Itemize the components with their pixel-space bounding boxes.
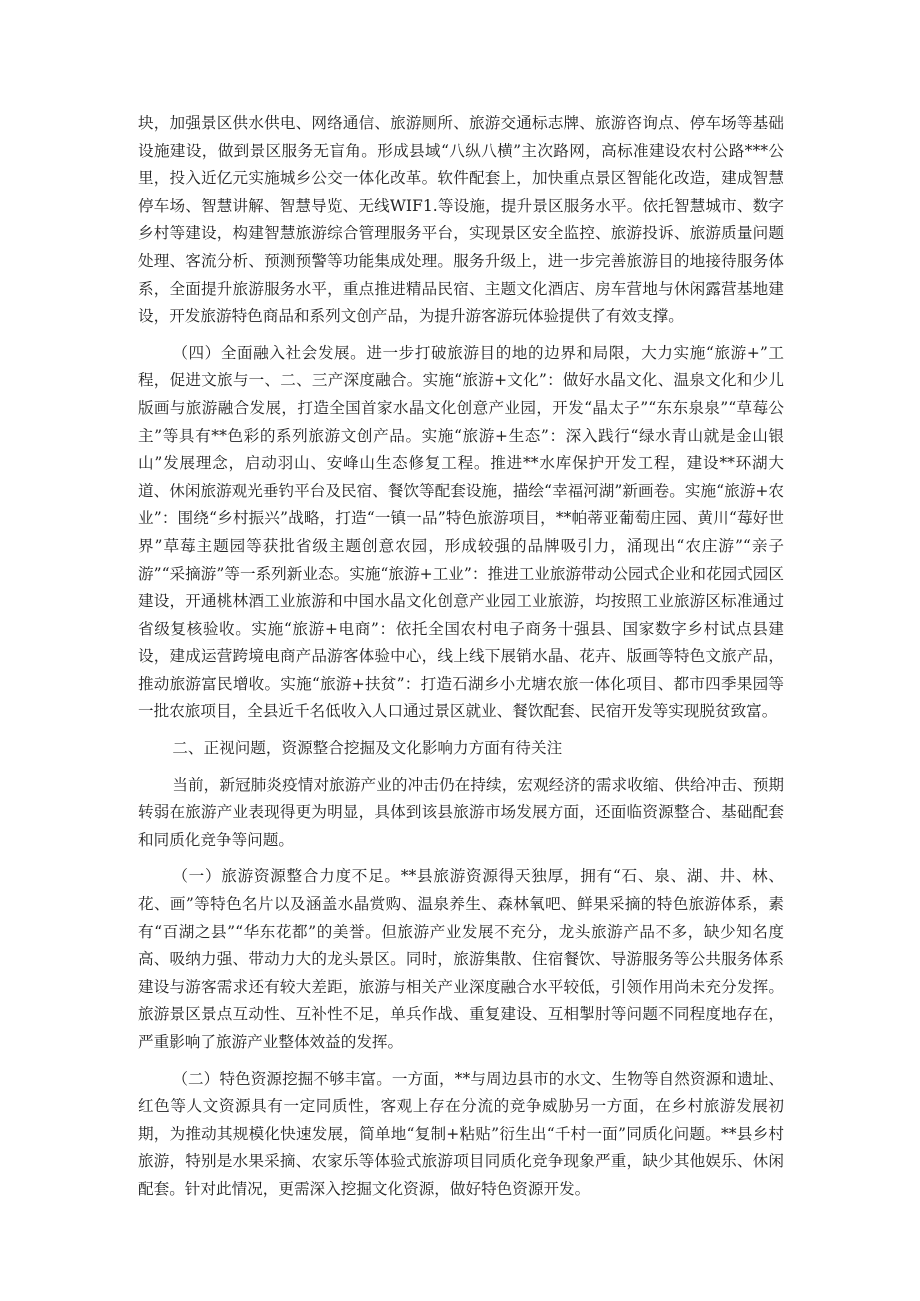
paragraph-current-situation: 当前，新冠肺炎疫情对旅游产业的冲击仍在持续，宏观经济的需求收缩、供给冲击、预期转弱在旅游产业表现得更为明显，具体到该县旅游市场发展方面，还面临资源整合、基础配套和同质化竞争等问题。 — [138, 775, 784, 849]
paragraph-resource-integration: （一）旅游资源整合力度不足。**县旅游资源得天独厚，拥有“石、泉、湖、井、林、花、画”等特色名片以及涵盖水晶赏购、温泉养生、森林氧吧、鲜果采摘的特色旅游体系，素有“百湖之县”“华东花都”的美誉。但旅游产业发展不充分，龙头旅游产品不多，缺少知名度高、吸纳力强、带动力大的龙头景区。同时，旅游集散、住宿餐饮、导游服务等公共服务体系建设与游客需求还有较大差距，旅游与相关产业深度融合水平较低，引领作用尚未充分发挥。旅游景区景点互动性、互补性不足，单兵作战、重复建设、互相掣肘等问题不同程度地存在，严重影响了旅游产业整体效益的发挥。 — [138, 867, 784, 1051]
document-page — [138, 110, 784, 1213]
section-heading-problems: 二、正视问题，资源整合挖掘及文化影响力方面有待关注 — [172, 739, 563, 758]
paragraph-feature-resources: （二）特色资源挖掘不够丰富。一方面，**与周边县市的水文、生物等自然资源和遗址、红色等人文资源具有一定同质性，客观上存在分流的竞争威胁另一方面，在乡村旅游发展初期，为推动其规模化快速发展，简单地“复制+粘贴”衍生出“千村一面”同质化问题。**县乡村旅游，特别是水果采摘、农家乐等体验式旅游项目同质化竞争现象严重，缺少其他娱乐、休闲配套。针对此情况，更需深入挖掘文化资源，做好特色资源开发。 — [138, 1069, 784, 1198]
paragraph-social-integration: （四）全面融入社会发展。进一步打破旅游目的地的边界和局限，大力实施“旅游+”工程，促进文旅与一、二、三产深度融合。实施“旅游+文化”：做好水晶文化、温泉文化和少儿版画与旅游融合发展，打造全国首家水晶文化创意产业园，开发“晶太子”“东东泉泉”“草莓公主”等具有**色彩的系列旅游文创产品。实施“旅游+生态”：深入践行“绿水青山就是金山银山”发展理念，启动羽山、安峰山生态修复工程。推进**水库保护开发工程，建设**环湖大道、休闲旅游观光垂钓平台及民宿、餐饮等配套设施，描绘“幸福河湖”新画卷。实施“旅游+农业”：围绕“乡村振兴”战略，打造“一镇一品”特色旅游项目，**帕蒂亚葡萄庄园、黄川“莓好世界”草莓主题园等获批省级主题创意农园，形成较强的品牌吸引力，涌现出“农庄游”“亲子游”“采摘游”等一系列新业态。实施“旅游+工业”：推进工业旅游带动公园式企业和花园式园区建设，开通桃林酒工业旅游和中国水晶文化创意产业园工业旅游，均按照工业旅游区标准通过省级复核验收。实施“旅游+电商”：依托全国农村电子商务十强县、国家数字乡村试点县建设，建成运营跨境电商产品游客体验中心，线上线下展销水晶、花卉、版画等特色文旅产品，推动旅游富民增收。实施“旅游+扶贫”：打造石湖乡小尤塘农旅一体化项目、都市四季果园等一批农旅项目，全县近千名低收入人口通过景区就业、餐饮配套、民宿开发等实现脱贫致富。 — [138, 343, 784, 721]
paragraph-infrastructure-services: 块，加强景区供水供电、网络通信、旅游厕所、旅游交通标志牌、旅游咨询点、停车场等基础设施建设，做到景区服务无盲角。形成县域“八纵八横”主次路网，高标准建设农村公路***公里，投入近亿元实施城乡公交一体化改革。软件配套上，加快重点景区智能化改造，建成智慧停车场、智慧讲解、智慧导览、无线WIF1.等设施，提升景区服务水平。依托智慧城市、数字乡村等建设，构建智慧旅游综合管理服务平台，实现景区安全监控、旅游投诉、旅游质量问题处理、客流分析、预测预警等功能集成处理。服务升级上，进一步完善旅游目的地接待服务体系，全面提升旅游服务水平，重点推进精品民宿、主题文化酒店、房车营地与休闲露营基地建设，开发旅游特色商品和系列文创产品，为提升游客游玩体验提供了有效支撑。 — [138, 114, 784, 326]
